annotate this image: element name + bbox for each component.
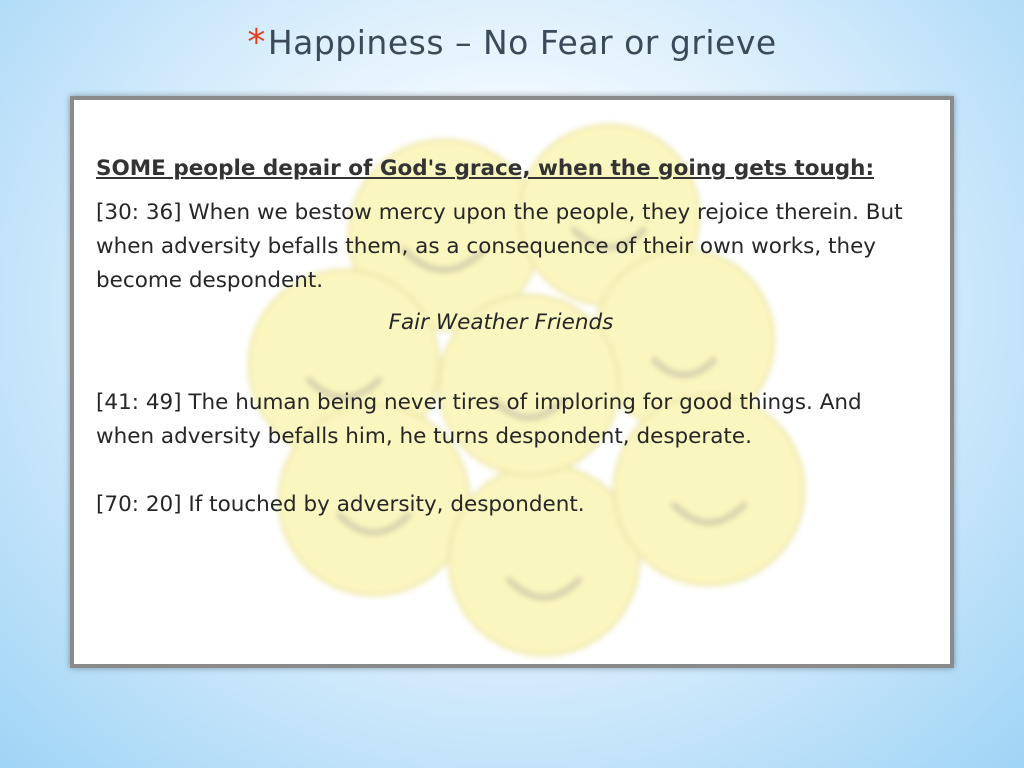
slide-body (96, 152, 906, 522)
spacer (96, 454, 906, 488)
caption-fair-weather-friends: Fair Weather Friends (388, 310, 614, 335)
content-box (70, 96, 954, 668)
verse-41-49: [41: 49] The human being never tires of imploring for good things. And when adversity befalls him, he turns despondent, desperate. (96, 390, 862, 449)
spacer (96, 340, 906, 386)
title-bullet-mark: * (247, 22, 266, 63)
verse-30-36: [30: 36] When we bestow mercy upon the people, they rejoice therein. But when adversity befalls them, as a consequence of their own works, they become despondent. (96, 200, 903, 293)
slide-title-text: Happiness – No Fear or grieve (267, 23, 777, 62)
verse-70-20: [70: 20] If touched by adversity, despondent. (96, 492, 585, 517)
slide-title (0, 22, 1024, 63)
content-heading: SOME people depair of God's grace, when the going gets tough: (96, 156, 875, 181)
